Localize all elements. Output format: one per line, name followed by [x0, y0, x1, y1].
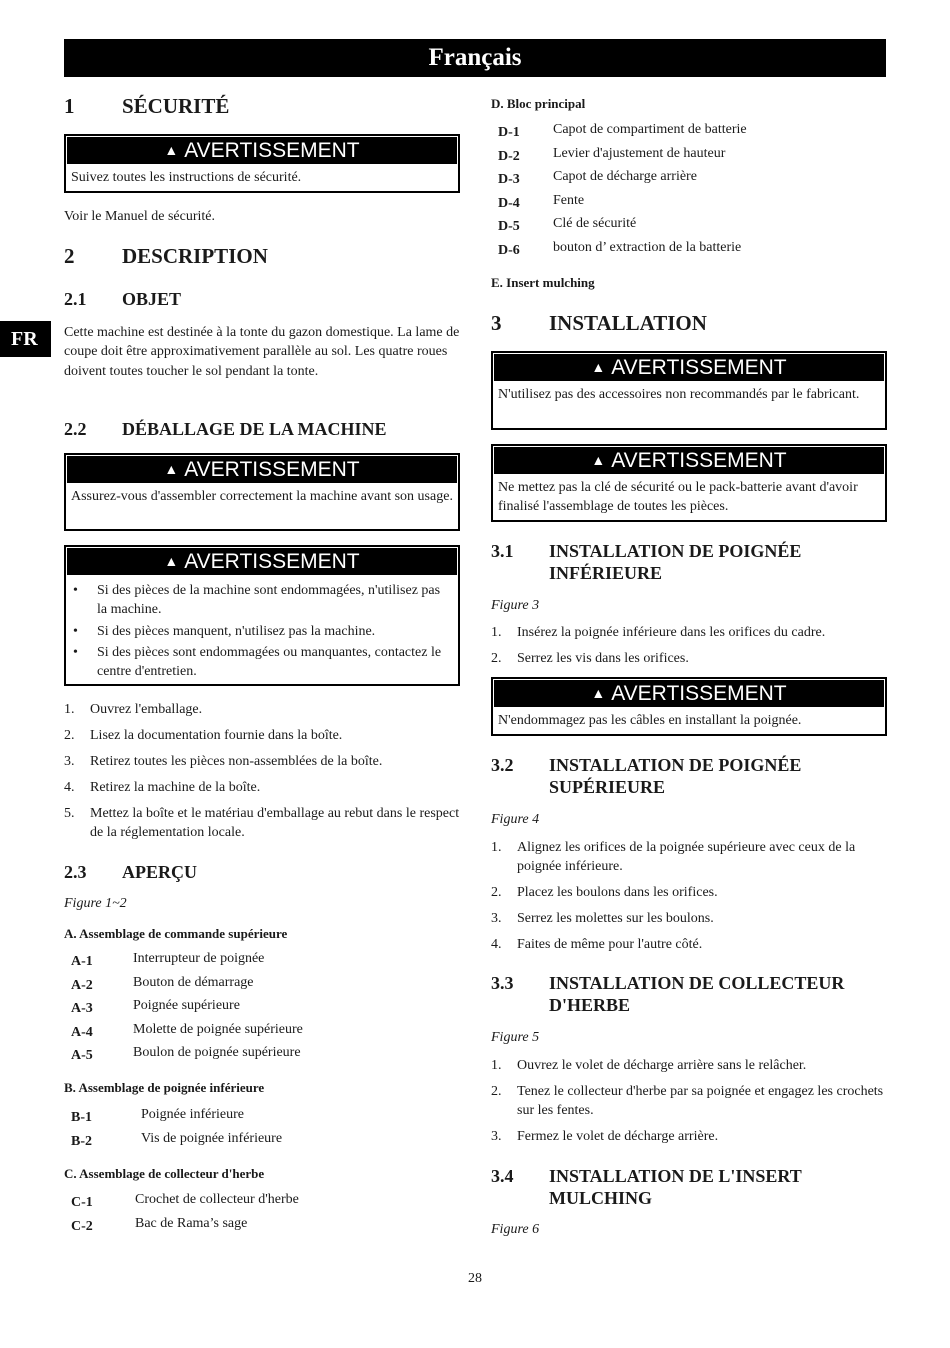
section-number: 3.1 [491, 541, 514, 561]
section-1-heading [64, 94, 460, 119]
parts-row: D-5 Clé de sécurité [498, 216, 637, 235]
section-title: SÉCURITÉ [122, 94, 230, 118]
paragraph: Cette machine est destinée à la tonte du gazon domestique. La lame de coupe doit être approximativement parallèle au sol. Les quatre roues doivent toutes toucher le sol pendant la tonte. [64, 325, 460, 379]
section-title: DESCRIPTION [122, 244, 268, 268]
steps-list [491, 838, 887, 955]
warning-header [493, 446, 885, 475]
warning-box [491, 351, 887, 430]
warning-label: AVERTISSEMENT [184, 139, 360, 162]
parts-list [491, 122, 887, 264]
warning-triangle-icon: ▲ [591, 685, 606, 701]
parts-list [64, 1192, 460, 1239]
list-item: 1. Insérez la poignée inférieure dans les orifices du cadre. [491, 625, 826, 640]
list-item: 2. Serrez les vis dans les orifices. [491, 650, 689, 666]
list-item: 4. Retirez la machine de la boîte. [64, 779, 261, 795]
parts-row: D-2 Levier d'ajustement de hauteur [498, 145, 726, 164]
parts-row: D-4 Fente [498, 192, 585, 211]
parts-row: B-2 Vis de poignée inférieure [71, 1130, 283, 1149]
list-item: 3. Retirez toutes les pièces non-assemblées de la boîte. [64, 753, 383, 769]
list-item: 1. Alignez les orifices de la poignée supérieure avec ceux de la poignée inférieure. [491, 840, 856, 875]
section-number: 3.2 [491, 755, 514, 775]
warning-text: N'utilisez pas des accessoires non recommandés par le fabricant. [498, 387, 860, 402]
list-item: 5. Mettez la boîte et le matériau d'emballage au rebut dans le respect de la réglementation locale. [64, 805, 460, 841]
list-item: 2. Placez les boulons dans les orifices. [491, 885, 718, 901]
parts-group-title: C. Assemblage de collecteur d'herbe [64, 1166, 265, 1181]
section-number: 3.4 [491, 1166, 514, 1186]
parts-row: B-1 Poignée inférieure [71, 1107, 245, 1125]
warning-text: Assurez-vous d'assembler correctement la machine avant son usage. [71, 489, 453, 504]
warning-bullet-list [71, 581, 453, 681]
section-title: INSTALLATION DE L'INSERT MULCHING [549, 1166, 802, 1208]
section-2-3-heading [64, 861, 460, 883]
steps-list [491, 623, 887, 668]
list-item: 2. Lisez la documentation fournie dans la boîte. [64, 727, 343, 743]
list-item: 1. Ouvrez le volet de décharge arrière sans le relâcher. [491, 1058, 807, 1073]
section-title: OBJET [122, 289, 182, 309]
parts-row: D-6 bouton d’ extraction de la batterie [498, 239, 742, 258]
parts-row: A-5 Boulon de poignée supérieure [71, 1045, 301, 1064]
warning-box [64, 134, 460, 193]
parts-row: A-2 Bouton de démarrage [71, 974, 254, 993]
warning-box [64, 545, 460, 686]
parts-group-title: D. Bloc principal [491, 96, 586, 111]
warning-header [66, 455, 458, 484]
warning-box [491, 444, 887, 522]
parts-list [64, 1107, 460, 1154]
list-item: 2. Tenez le collecteur d'herbe par sa poignée et engagez les crochets sur les fentes. [491, 1083, 884, 1119]
parts-row: A-1 Interrupteur de poignée [71, 951, 265, 969]
warning-triangle-icon: ▲ [164, 142, 179, 158]
section-number: 1 [64, 94, 75, 118]
figure-reference: Figure 6 [491, 1222, 540, 1237]
section-number: 2.2 [64, 419, 87, 439]
warning-header [66, 547, 458, 576]
parts-row: D-1 Capot de compartiment de batterie [498, 122, 747, 140]
section-2-heading [64, 244, 460, 269]
language-tab: FR [0, 321, 51, 357]
section-number: 3 [491, 311, 502, 335]
warning-header [493, 679, 885, 708]
warning-triangle-icon: ▲ [164, 553, 179, 569]
section-title: INSTALLATION DE POIGNÉE INFÉRIEURE [549, 541, 802, 583]
section-title: INSTALLATION DE COLLECTEUR D'HERBE [549, 973, 845, 1015]
figure-reference: Figure 5 [491, 1030, 540, 1045]
section-3-heading [491, 311, 887, 336]
page-header-title: Français [64, 39, 886, 77]
section-title: INSTALLATION [549, 311, 707, 335]
parts-list [64, 951, 460, 1069]
parts-group-title: B. Assemblage de poignée inférieure [64, 1080, 265, 1095]
figure-reference: Figure 3 [491, 598, 540, 613]
parts-row: A-3 Poignée supérieure [71, 998, 240, 1017]
figure-reference: Figure 1~2 [64, 896, 127, 911]
paragraph: Voir le Manuel de sécurité. [64, 209, 215, 224]
warning-triangle-icon: ▲ [591, 359, 606, 375]
section-3-1-heading [491, 540, 887, 584]
warning-label: AVERTISSEMENT [611, 682, 787, 705]
warning-triangle-icon: ▲ [591, 452, 606, 468]
section-number: 2.3 [64, 862, 87, 882]
list-item: 1. Ouvrez l'emballage. [64, 702, 203, 717]
section-3-4-heading [491, 1165, 887, 1209]
warning-text: Ne mettez pas la clé de sécurité ou le pack-batterie avant d'avoir finalisé l'assemblage de toutes les pièces. [498, 480, 858, 515]
warning-box [491, 677, 887, 736]
warning-label: AVERTISSEMENT [184, 550, 360, 573]
section-number: 2 [64, 244, 75, 268]
parts-row: D-3 Capot de décharge arrière [498, 169, 697, 188]
section-title: APERÇU [122, 862, 197, 882]
figure-reference: Figure 4 [491, 812, 540, 827]
section-2-1-heading [64, 288, 460, 310]
section-number: 3.3 [491, 973, 514, 993]
list-item: • Si des pièces de la machine sont endommagées, n'utilisez pas la machine. [73, 583, 441, 618]
list-item: 3. Serrez les molettes sur les boulons. [491, 911, 714, 927]
warning-label: AVERTISSEMENT [611, 449, 787, 472]
warning-triangle-icon: ▲ [164, 461, 179, 477]
warning-box [64, 453, 460, 531]
list-item: 4. Faites de même pour l'autre côté. [491, 937, 703, 953]
unpacking-steps [64, 700, 460, 843]
warning-text: Suivez toutes les instructions de sécurité. [71, 170, 302, 185]
warning-label: AVERTISSEMENT [611, 356, 787, 379]
warning-header [66, 136, 458, 165]
warning-label: AVERTISSEMENT [184, 458, 360, 481]
parts-group-title: A. Assemblage de commande supérieure [64, 926, 288, 941]
page-number: 28 [468, 1271, 482, 1286]
section-title: DÉBALLAGE DE LA MACHINE [122, 419, 387, 439]
steps-list [491, 1056, 887, 1147]
list-item: • Si des pièces sont endommagées ou manquantes, contactez le centre d'entretien. [73, 644, 442, 680]
warning-header [493, 353, 885, 382]
parts-group-title: E. Insert mulching [491, 275, 595, 290]
section-number: 2.1 [64, 289, 87, 309]
parts-row: C-2 Bac de Rama’s sage [71, 1215, 248, 1234]
warning-text: N'endommagez pas les câbles en installant la poignée. [498, 713, 802, 728]
warning-text [66, 576, 458, 688]
section-3-2-heading [491, 754, 887, 798]
parts-row: C-1 Crochet de collecteur d'herbe [71, 1192, 299, 1210]
section-title: INSTALLATION DE POIGNÉE SUPÉRIEURE [549, 755, 802, 797]
section-2-2-heading [64, 418, 460, 440]
section-3-3-heading [491, 972, 887, 1016]
list-item: 3. Fermez le volet de décharge arrière. [491, 1129, 719, 1145]
parts-row: A-4 Molette de poignée supérieure [71, 1021, 303, 1040]
list-item: • Si des pièces manquent, n'utilisez pas la machine. [73, 623, 376, 639]
